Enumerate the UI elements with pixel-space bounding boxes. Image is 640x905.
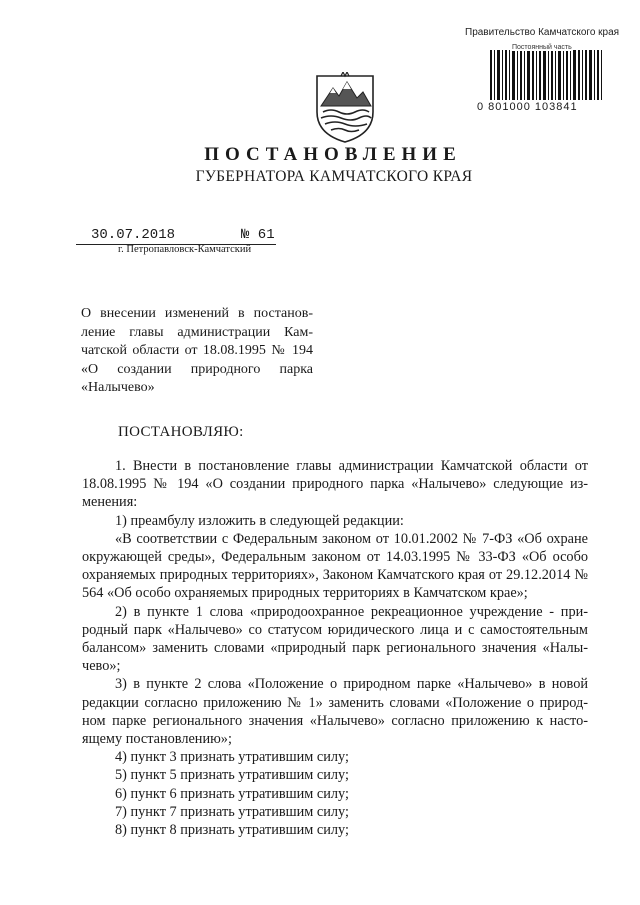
barcode-icon (484, 44, 610, 106)
paragraph: 4) пункт 3 признать утратившим силу; (115, 749, 349, 766)
paragraph: 8) пункт 8 признать утратившим силу; (115, 822, 349, 839)
kamchatka-emblem-icon (313, 72, 377, 144)
paragraph: 1. Внести в постановление главы администрации Камчатской области от 18.08.1995 № 194 «О создании природного парка «Налычево» следующие из-менения: (82, 458, 588, 511)
document-body (82, 457, 588, 839)
paragraph: 3) в пункте 2 слова «Положение о природном парке «Налычево» в новой редакции согласно приложению № 1» заменить словами «Положение о природ-ном парке регионального значения «Налычево» согласно приложению к насто-ящему постановлению»; (82, 676, 588, 748)
paragraph: 5) пункт 5 признать утратившим силу; (115, 767, 349, 784)
government-name: Правительство Камчатского края (465, 27, 620, 38)
barcode-number: 0 801000 103841 (477, 101, 578, 113)
city-name: г. Петропавловск-Камчатский (118, 244, 252, 255)
decree-word: ПОСТАНОВЛЯЮ: (118, 424, 244, 440)
paragraph: 1) преамбулу изложить в следующей редакции: (115, 512, 404, 529)
document-date: 30.07.2018 (91, 227, 176, 243)
paragraph: 2) в пункте 1 слова «природоохранное рекреационное учреждение - при-родный парк «Налычево» со статусом юридического лица и с самостоятельным балансом» заменить словами «природный парк регионального значения «Налы-чево»; (82, 603, 588, 675)
document-title: ПОСТАНОВЛЕНИЕ (204, 144, 462, 165)
document-number: № 61 (241, 227, 275, 243)
barcode-caption: Постоянный часть (512, 44, 572, 51)
paragraph: 7) пункт 7 признать утратившим силу; (115, 803, 349, 820)
document-subtitle: ГУБЕРНАТОРА КАМЧАТСКОГО КРАЯ (195, 168, 473, 185)
document-subject: О внесении изменений в постанов-ление главы администрации Кам-чатской области от 18.08.1995 № 194 «О создании природного парка «Налычево» (81, 306, 313, 395)
paragraph: 6) пункт 6 признать утратившим силу; (115, 785, 349, 802)
paragraph: «В соответствии с Федеральным законом от 10.01.2002 № 7-ФЗ «Об охране окружающей среды», Федеральным законом от 14.03.1995 № 33-ФЗ «Об особо охраняемых природных территориях», Законом Камчатского края от 29.12.2014 № 564 «Об особо охраняемых природных территориях в Камчатском крае»; (82, 530, 588, 602)
